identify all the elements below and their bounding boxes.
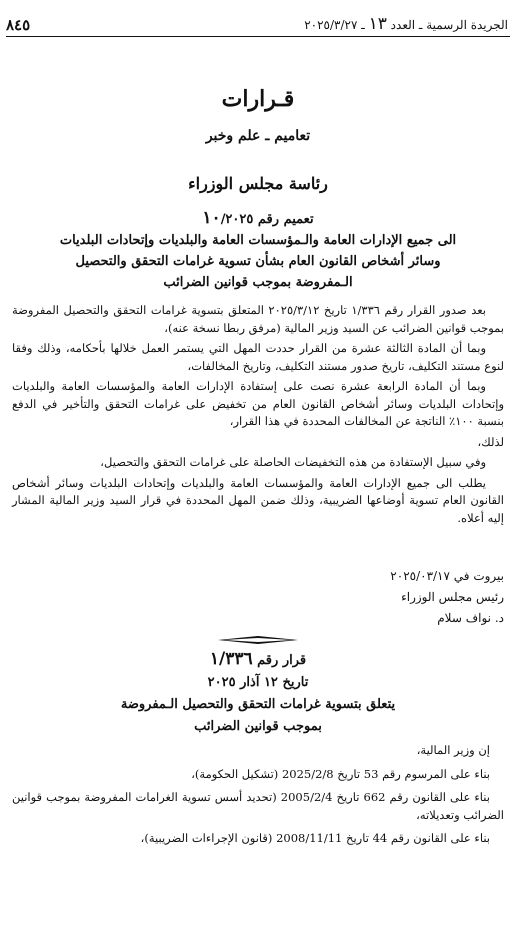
gazette-header bbox=[304, 14, 508, 34]
circular-subject-line: الـمفروضة بموجب قوانين الضرائب bbox=[163, 275, 353, 290]
circular-paragraph: بعد صدور القرار رقم ١/٣٣٦ تاريخ ٢٠٢٥/٣/١٢ المتعلق بتسوية غرامات التحقق والتحصيل المفروضة بموجب قوانين الضرائب عن السيد وزير المالية (مرفق ربطا نسخة عنه)، bbox=[12, 303, 504, 335]
decision-paragraph: بناء على القانون رقم 44 تاريخ 2008/11/11 (قانون الإجراءات الضريبية)، bbox=[140, 831, 490, 845]
circular-number bbox=[14, 208, 502, 230]
gazette-name: الجريدة الرسمية ـ العدد bbox=[390, 18, 508, 32]
circular-number-label: تعميم رقم bbox=[257, 212, 314, 227]
decision-paragraph: بناء على المرسوم رقم 53 تاريخ 2025/2/8 (تشكيل الحكومة)، bbox=[191, 766, 490, 781]
issue-date: ـ ٢٠٢٥/٣/٢٧ bbox=[304, 18, 365, 32]
decision-date: تاريخ ١٢ آذار ٢٠٢٥ bbox=[207, 675, 309, 690]
signature-block bbox=[390, 566, 504, 629]
section-title: قـرارات bbox=[221, 86, 295, 112]
decision-heading bbox=[14, 648, 502, 738]
signature-name: د. نواف سلام bbox=[437, 611, 504, 625]
signature-title: رئيس مجلس الوزراء bbox=[401, 590, 504, 604]
decision-subject-line: بموجب قوانين الضرائب bbox=[194, 719, 322, 734]
issue-number: ١٣ bbox=[368, 14, 387, 34]
circular-paragraph: يطلب الى جميع الإدارات العامة والمؤسسات العامة والبلديات وإتحادات البلديات وسائر أشخاص القانون العام تسوية أوضاعها الضريبية، وذلك ضمن المهل المحددة في قرار السيد وزير المالية المشار إليه أعلاه. bbox=[12, 475, 504, 525]
circular-paragraph: وفي سبيل الإستفادة من هذه التخفيضات الحاصلة على غرامات التحقق والتحصيل، bbox=[100, 455, 486, 469]
decision-paragraph: بناء على القانون رقم 662 تاريخ 2005/2/4 (تحديد أسس تسوية الغرامات المفروضة بموجب قوانين الضرائب وتعديلاته، bbox=[12, 790, 504, 822]
presidency-title: رئاسة مجلس الوزراء bbox=[188, 174, 328, 193]
circular-heading bbox=[14, 208, 502, 293]
circular-paragraph: وبما أن المادة الرابعة عشرة نصت على إستفادة الإدارات العامة والمؤسسات العامة والبلديات وإتحادات البلديات وسائر أشخاص القانون العام من تخفيض على غرامات التحقق والتأخير في الدفع بنسبة ١٠٠٪ الناتجة عن المخالفات المحددة في هذا القرار، bbox=[12, 379, 504, 428]
circular-subject-line: الى جميع الإدارات العامة والـمؤسسات العامة والبلديات وإتحادات البلديات bbox=[59, 233, 457, 248]
decision-number bbox=[14, 648, 502, 672]
signature-place-date: بيروت في ٢٠٢٥/٠٣/١٧ bbox=[390, 569, 504, 583]
ornamental-divider bbox=[0, 630, 516, 649]
subsection-title: تعاميم ـ علم وخبر bbox=[205, 128, 311, 144]
decision-paragraph: إن وزير المالية، bbox=[416, 743, 490, 757]
circular-body bbox=[12, 302, 504, 530]
decision-subject-line: يتعلق بتسوية غرامات التحقق والتحصيل الـمفروضة bbox=[120, 697, 396, 712]
circular-paragraph: لذلك، bbox=[477, 434, 504, 449]
header-rule bbox=[6, 36, 510, 37]
circular-year: /٢٠٢٥ bbox=[220, 212, 254, 227]
decision-number-value: ١/٣٣٦ bbox=[209, 649, 253, 669]
circular-number-value: ١٠ bbox=[202, 208, 221, 228]
page-header bbox=[6, 12, 508, 34]
decision-number-label: قرار رقم bbox=[257, 653, 307, 668]
diamond-rule-icon bbox=[218, 635, 298, 645]
circular-paragraph: وبما أن المادة الثالثة عشرة من القرار حددت المهل التي يستمر العمل خلالها بأحكامه، وذلك وفقا لنوع مستند التكليف، تاريخ صدور مستند التكليف، وتاريخ المخالفات، bbox=[12, 341, 504, 373]
circular-subject-line: وسائر أشخاص القانون العام بشأن تسوية غرامات التحقق والتحصيل bbox=[75, 254, 441, 269]
decision-body bbox=[12, 742, 504, 854]
page-number: ٨٤٥ bbox=[6, 16, 31, 34]
